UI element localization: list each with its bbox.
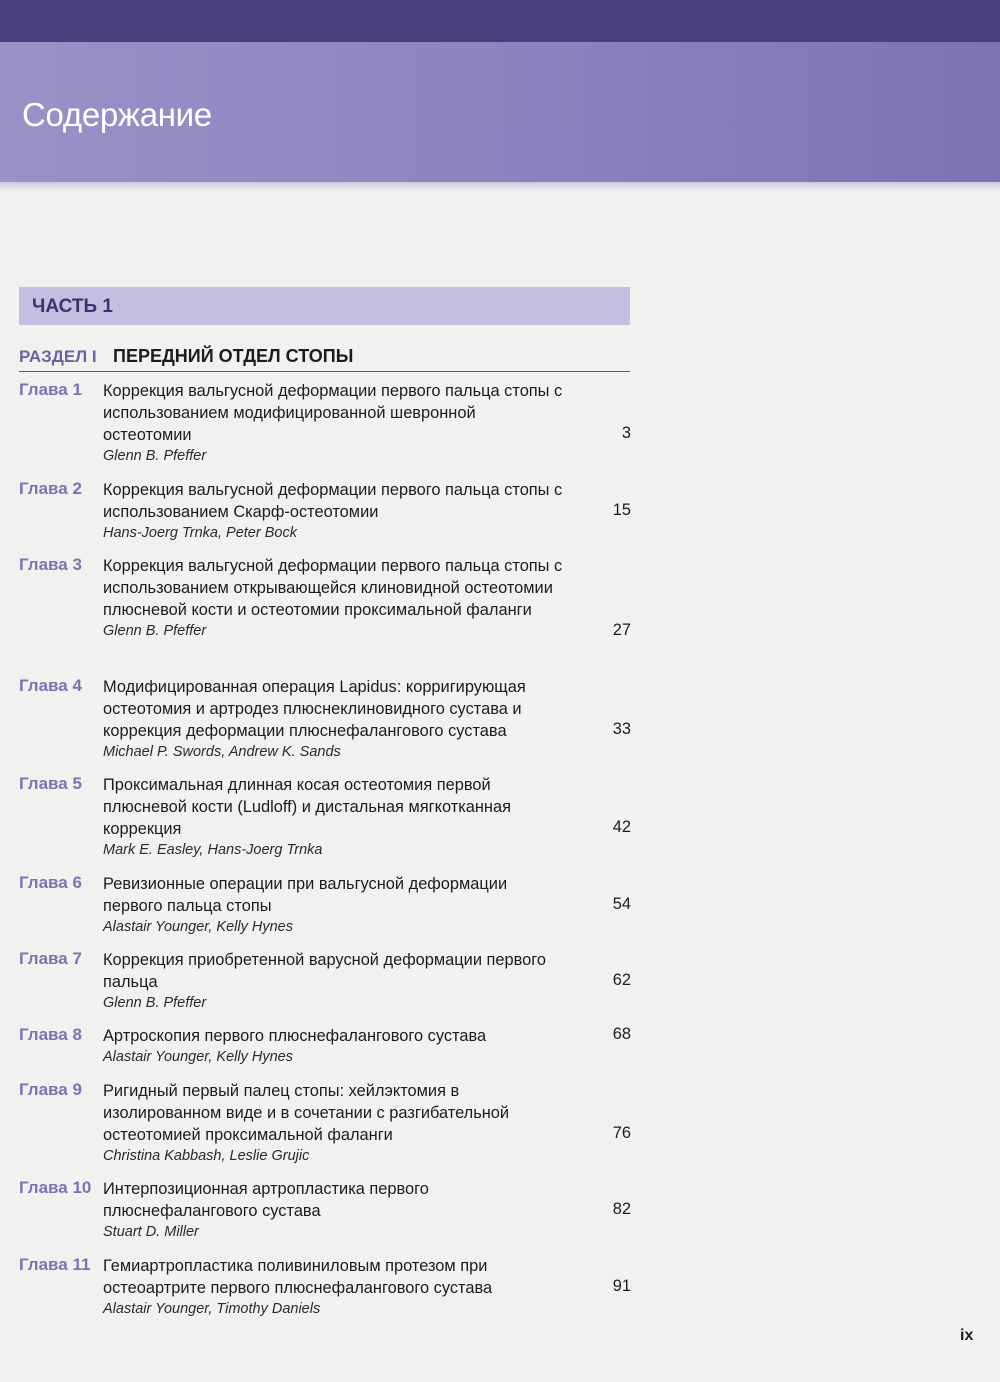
chapter-number: Глава 3 bbox=[19, 555, 82, 574]
chapter-number: Глава 4 bbox=[19, 676, 82, 695]
chapter-number: Глава 9 bbox=[19, 1080, 82, 1099]
chapter-authors: Glenn B. Pfeffer bbox=[103, 623, 207, 639]
page-number: 54 bbox=[612, 895, 631, 913]
chapter-authors: Glenn B. Pfeffer bbox=[103, 995, 207, 1011]
chapter-authors: Alastair Younger, Kelly Hynes bbox=[103, 1049, 293, 1065]
chapter-title: Гемиартропластика поливиниловым протезом при остеоартрите первого плюснефалангового сустава bbox=[103, 1257, 493, 1297]
header-band-fade bbox=[0, 182, 1000, 192]
chapter-title: Коррекция вальгусной деформации первого пальца стопы с использованием открывающейся клиновидной остеотомии плюсневой кости и остеотомии проксимальной фаланги bbox=[103, 557, 563, 619]
chapter-title: Ригидный первый палец стопы: хейлэктомия в изолированном виде и в сочетании с разгибательной остеотомией проксимальной фаланги bbox=[103, 1082, 510, 1144]
chapter-title: Модифицированная операция Lapidus: корригирующая остеотомия и артродез плюснеклиновидного сустава и коррекция деформации плюснефалангового сустава bbox=[103, 678, 526, 740]
page-number: 76 bbox=[612, 1124, 631, 1142]
chapter-number: Глава 10 bbox=[19, 1178, 92, 1197]
chapter-number: Глава 8 bbox=[19, 1025, 82, 1044]
page-title: Содержание bbox=[22, 96, 212, 133]
chapter-authors: Glenn B. Pfeffer bbox=[103, 448, 207, 464]
page-number: 68 bbox=[612, 1025, 631, 1043]
chapter-title: Проксимальная длинная косая остеотомия первой плюсневой кости (Ludloff) и дистальная мягкотканная коррекция bbox=[103, 776, 511, 838]
page-folio: ix bbox=[960, 1327, 974, 1344]
page-number: 91 bbox=[612, 1277, 631, 1295]
chapter-authors: Michael P. Swords, Andrew K. Sands bbox=[103, 744, 341, 760]
header-band-dark bbox=[0, 0, 1000, 42]
page-number: 82 bbox=[612, 1200, 631, 1218]
chapter-number: Глава 11 bbox=[19, 1255, 91, 1274]
chapter-title: Интерпозиционная артропластика первого плюснефалангового сустава bbox=[103, 1180, 429, 1220]
chapter-authors: Mark E. Easley, Hans-Joerg Trnka bbox=[103, 842, 323, 858]
chapter-title: Артроскопия первого плюснефалангового сустава bbox=[103, 1027, 487, 1045]
section-header bbox=[19, 344, 630, 372]
page-number: 62 bbox=[612, 971, 631, 989]
part-bar bbox=[19, 287, 630, 325]
page-number: 42 bbox=[612, 818, 631, 836]
chapter-authors: Hans-Joerg Trnka, Peter Bock bbox=[103, 525, 297, 541]
chapter-title: Ревизионные операции при вальгусной деформации первого пальца стопы bbox=[103, 875, 508, 915]
chapter-authors: Alastair Younger, Timothy Daniels bbox=[103, 1301, 321, 1317]
page-number: 15 bbox=[612, 501, 631, 519]
chapter-authors: Christina Kabbash, Leslie Grujic bbox=[103, 1148, 310, 1164]
chapter-number: Глава 6 bbox=[19, 873, 82, 892]
chapter-title: Коррекция вальгусной деформации первого пальца стопы с использованием модифицированной шевронной остеотомии bbox=[103, 382, 563, 444]
chapter-number: Глава 5 bbox=[19, 774, 82, 793]
chapter-title: Коррекция вальгусной деформации первого пальца стопы с использованием Скарф-остеотомии bbox=[103, 481, 563, 521]
page-number: 27 bbox=[612, 621, 631, 639]
chapter-authors: Alastair Younger, Kelly Hynes bbox=[103, 919, 293, 935]
chapter-authors: Stuart D. Miller bbox=[103, 1224, 199, 1240]
part-label: ЧАСТЬ 1 bbox=[32, 296, 113, 317]
chapter-number: Глава 2 bbox=[19, 479, 82, 498]
chapter-number: Глава 1 bbox=[19, 380, 82, 399]
page-number: 3 bbox=[621, 424, 631, 442]
chapter-title: Коррекция приобретенной варусной деформации первого пальца bbox=[103, 951, 547, 991]
chapter-number: Глава 7 bbox=[19, 949, 82, 968]
page-number: 33 bbox=[612, 720, 631, 738]
section-label: РАЗДЕЛ I bbox=[19, 347, 97, 366]
section-title: ПЕРЕДНИЙ ОТДЕЛ СТОПЫ bbox=[113, 346, 354, 366]
